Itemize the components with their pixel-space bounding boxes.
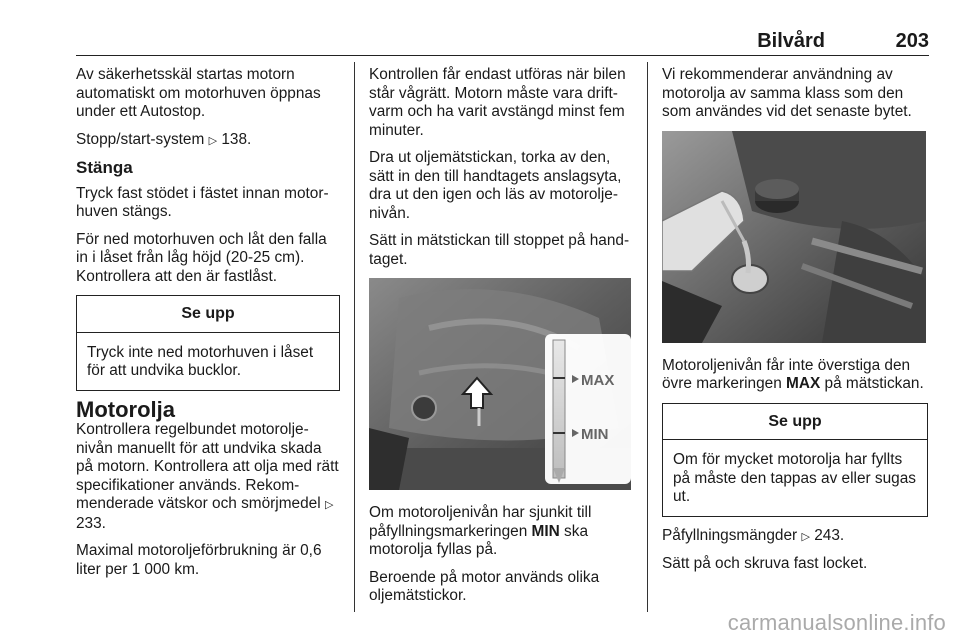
recommendation-paragraph: Vi rekommenderar användning av motorolja av samma klass som den som användes vid det senaste bytet. — [662, 66, 912, 120]
arrow-xref-icon: ▷ — [801, 529, 810, 543]
stop-start-reference — [76, 131, 340, 151]
min-label: MIN — [581, 426, 609, 443]
fluids-page-ref[interactable]: 233. — [76, 514, 106, 532]
caution-title-2: Se upp — [663, 404, 927, 441]
min-level-paragraph: Om motoroljenivån har sjunkit till påfyllningsmarkeringen MIN ska motorolja fyllas på. — [369, 504, 592, 558]
stanga-paragraph-1: Tryck fast stödet i fästet innan motorhuven stängs. — [76, 184, 329, 220]
section-title: Bilvård — [757, 30, 825, 52]
check-conditions-paragraph: Kontrollen får endast utföras när bilen står vågrätt. Motorn måste vara driftvarm och ha varit avstängd minst fem minuter. — [369, 66, 626, 139]
column-1 — [76, 66, 340, 588]
caution-body-2: Om för mycket motorolja har fyllts på måste den tappas av eller sugas ut. — [673, 451, 916, 505]
capacities-reference — [662, 527, 928, 547]
watermark: carmanualsonline.info — [727, 610, 946, 635]
stop-start-link[interactable]: Stopp/start-system — [76, 130, 205, 148]
dipstick-variants-paragraph: Beroende på motor används olika oljemätstickor. — [369, 568, 600, 604]
dipstick — [553, 340, 565, 478]
capacities-page: 243. — [814, 526, 845, 544]
autostop-paragraph: Av säkerhetsskäl startas motorn automatiskt om motorhuven öppnas under ett Autostop. — [76, 66, 321, 120]
column-2 — [369, 66, 633, 615]
motorolja-paragraph — [76, 421, 340, 533]
column-divider-2 — [647, 62, 648, 612]
dipstick-procedure-paragraph: Dra ut oljemätstickan, torka av den, sätt in den till handtagets anslagsyta, dra ut den igen och läs av motoroljenivån. — [369, 149, 622, 222]
page-number: 203 — [895, 30, 929, 52]
consumption-paragraph: Maximal motoroljeförbrukning är 0,6 liter per 1 000 km. — [76, 542, 322, 578]
stop-start-page: 138. — [221, 130, 252, 148]
max-limit-paragraph: Motoroljenivån får inte överstiga den övre markeringen MAX på mätstickan. — [662, 356, 924, 392]
max-bold: MAX — [786, 375, 821, 392]
motorolja-text: Kontrollera regelbundet motoroljenivån manuellt för att undvika skada på motorn. Kontrollera att olja med rätt specifikationer används. Rekommenderade vätskor och smörjmedel — [76, 421, 339, 512]
column-divider-1 — [354, 62, 355, 612]
caution-box — [76, 295, 340, 391]
caution-body: Tryck inte ned motorhuven i låset för att undvika bucklor. — [87, 343, 314, 379]
stanga-paragraph-2: För ned motorhuven och låt den falla in i låset från låg höjd (20-25 cm). Kontrollera att den är fastlåst. — [76, 230, 327, 285]
min-bold: MIN — [531, 522, 560, 540]
caution-title: Se upp — [77, 296, 339, 333]
arrow-xref-icon: ▷ — [324, 498, 334, 511]
arrow-xref-icon: ▷ — [208, 133, 218, 147]
dipstick-illustration — [369, 278, 631, 490]
column-3 — [662, 66, 928, 583]
page-header — [76, 30, 929, 56]
capacities-link[interactable]: Påfyllningsmängder — [662, 526, 798, 544]
oil-filling-illustration — [662, 131, 926, 343]
caution-box-2 — [662, 403, 928, 517]
insert-dipstick-paragraph: Sätt in mätstickan till stoppet på handtaget. — [369, 232, 630, 268]
heading-motorolja: Motorolja — [76, 396, 175, 422]
max-label: MAX — [581, 372, 615, 389]
heading-stanga: Stänga — [76, 158, 133, 177]
cap-paragraph: Sätt på och skruva fast locket. — [662, 555, 868, 572]
